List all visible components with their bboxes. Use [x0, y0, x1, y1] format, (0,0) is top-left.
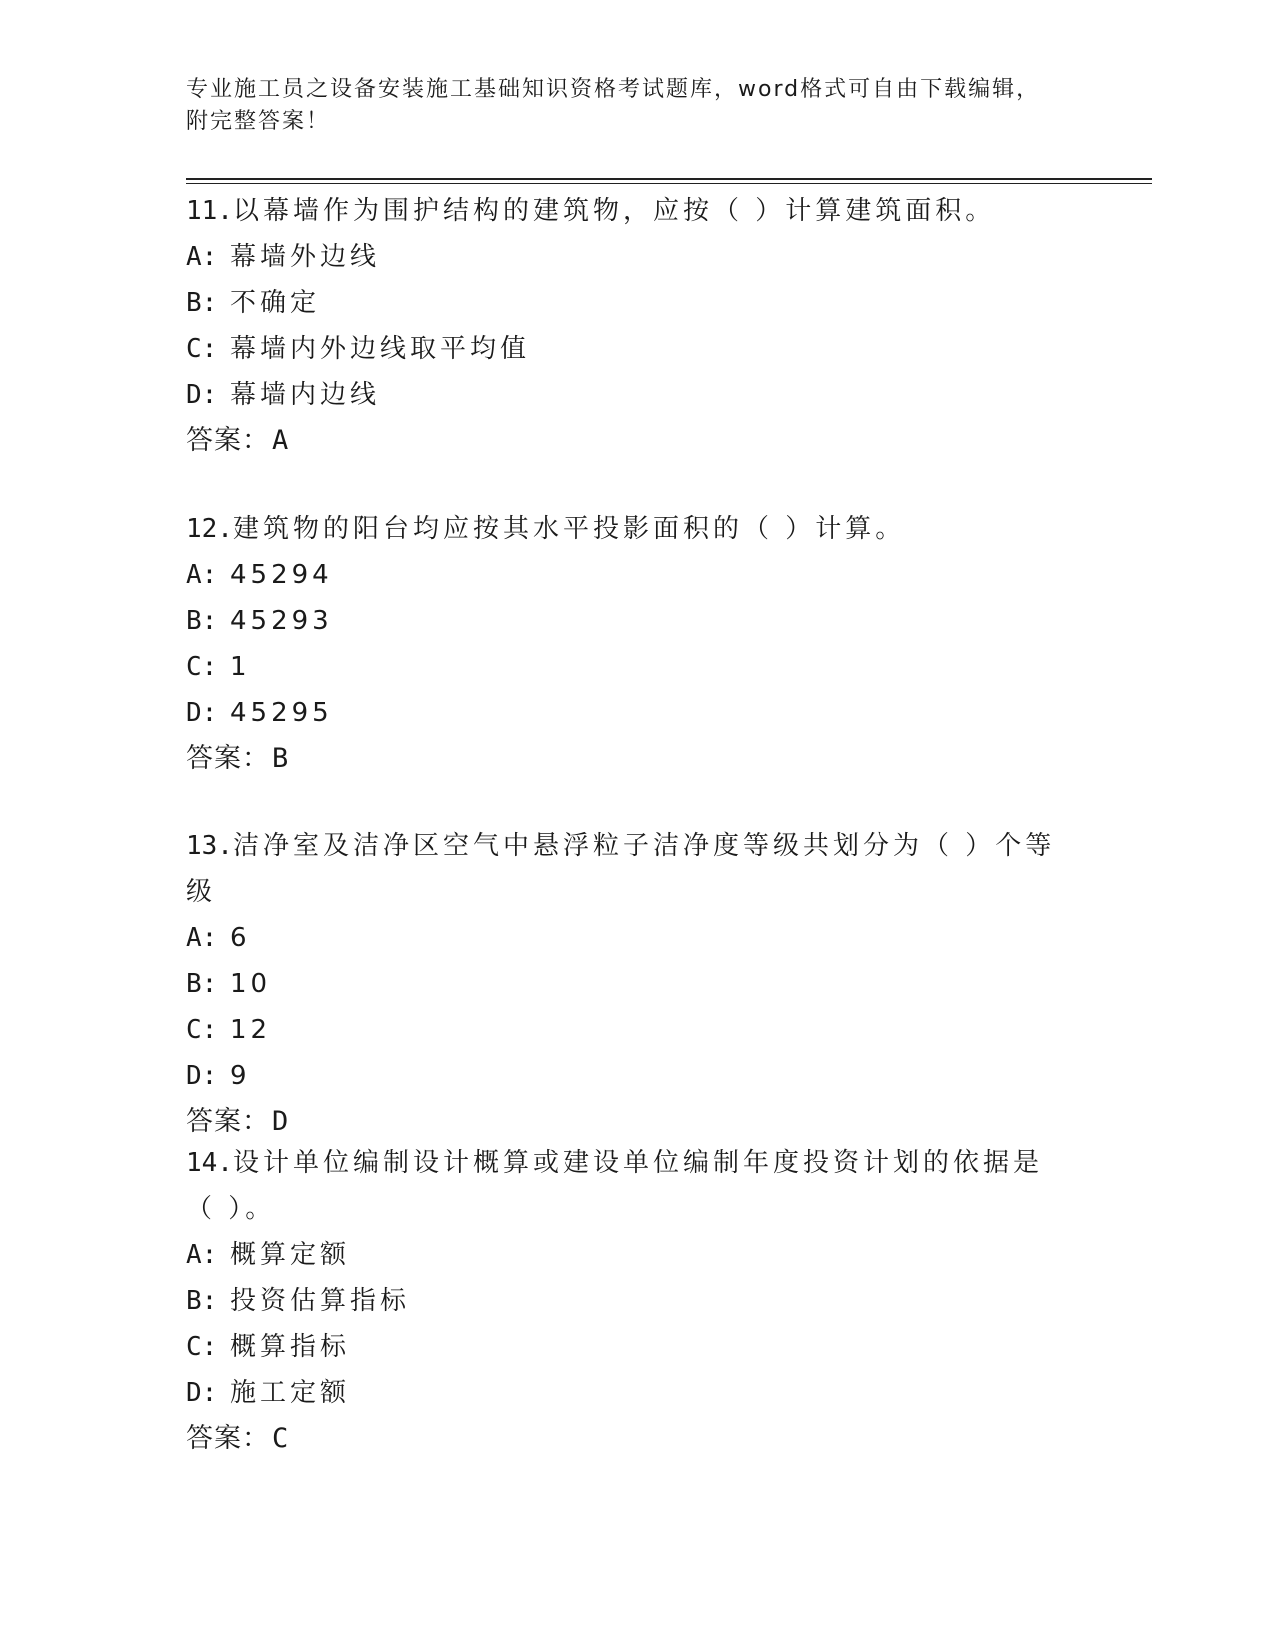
option-letter: D: — [186, 698, 218, 728]
option-letter: B: — [186, 969, 218, 999]
option-text: 概算指标 — [230, 1332, 351, 1362]
question-14 — [186, 1140, 1066, 1462]
question-number: 13. — [186, 831, 233, 861]
question-title — [186, 506, 1066, 552]
question-12 — [186, 506, 1066, 782]
option-d — [186, 1370, 1066, 1416]
option-c — [186, 326, 1066, 372]
answer-value: D — [272, 1106, 290, 1137]
option-text: 6 — [230, 923, 251, 953]
header-divider — [186, 178, 1152, 180]
option-b — [186, 280, 1066, 326]
option-text: 9 — [230, 1061, 251, 1091]
option-letter: A: — [186, 242, 218, 272]
option-text: 概算定额 — [230, 1240, 351, 1270]
option-c — [186, 644, 1066, 690]
option-letter: C: — [186, 1332, 218, 1362]
option-letter: B: — [186, 288, 218, 318]
question-number: 12. — [186, 514, 233, 544]
answer-label: 答案： — [186, 1106, 270, 1137]
answer-label: 答案： — [186, 743, 270, 774]
option-a — [186, 1232, 1066, 1278]
option-text: 12 — [230, 1015, 272, 1045]
option-b — [186, 598, 1066, 644]
answer-line — [186, 418, 1066, 464]
option-letter: B: — [186, 1286, 218, 1316]
option-c — [186, 1324, 1066, 1370]
option-letter: C: — [186, 652, 218, 682]
option-text: 施工定额 — [230, 1378, 351, 1408]
option-letter: D: — [186, 1378, 218, 1408]
document-header — [186, 74, 1086, 138]
answer-label: 答案： — [186, 1423, 270, 1454]
question-title — [186, 1140, 1066, 1232]
option-text: 1 — [230, 652, 251, 682]
option-letter: C: — [186, 334, 218, 364]
question-text: 建筑物的阳台均应按其水平投影面积的（ ）计算。 — [232, 514, 906, 544]
answer-value: A — [272, 425, 290, 456]
option-a — [186, 915, 1066, 961]
option-letter: D: — [186, 1061, 218, 1091]
answer-line — [186, 1099, 1066, 1145]
option-text: 幕墙外边线 — [230, 242, 381, 272]
option-a — [186, 552, 1066, 598]
answer-value: B — [272, 743, 290, 774]
header-divider-thin — [186, 183, 1152, 184]
answer-value: C — [272, 1423, 290, 1454]
option-letter: C: — [186, 1015, 218, 1045]
option-letter: A: — [186, 560, 218, 590]
option-text: 幕墙内边线 — [230, 380, 381, 410]
question-number: 11. — [186, 196, 233, 226]
answer-line — [186, 1416, 1066, 1462]
question-11 — [186, 188, 1066, 464]
header-line-1: 专业施工员之设备安装施工基础知识资格考试题库，word格式可自由下载编辑， — [186, 77, 1041, 102]
header-line-2: 附完整答案！ — [186, 109, 331, 134]
question-text: 设计单位编制设计概算或建设单位编制年度投资计划的依据是（ ）。 — [186, 1148, 1043, 1224]
option-d — [186, 690, 1066, 736]
question-13 — [186, 823, 1066, 1145]
option-b — [186, 1278, 1066, 1324]
option-b — [186, 961, 1066, 1007]
option-text: 45293 — [230, 606, 333, 636]
option-text: 10 — [230, 969, 272, 999]
option-d — [186, 1053, 1066, 1099]
option-text: 45294 — [230, 560, 333, 590]
question-number: 14. — [186, 1148, 233, 1178]
option-letter: A: — [186, 1240, 218, 1270]
option-letter: B: — [186, 606, 218, 636]
option-text: 不确定 — [230, 288, 321, 318]
option-text: 45295 — [230, 698, 333, 728]
option-d — [186, 372, 1066, 418]
option-text: 投资估算指标 — [230, 1286, 411, 1316]
option-a — [186, 234, 1066, 280]
question-title — [186, 823, 1066, 915]
option-c — [186, 1007, 1066, 1053]
option-text: 幕墙内外边线取平均值 — [230, 334, 531, 364]
option-letter: A: — [186, 923, 218, 953]
answer-label: 答案： — [186, 425, 270, 456]
answer-line — [186, 736, 1066, 782]
question-title — [186, 188, 1066, 234]
question-text: 以幕墙作为围护结构的建筑物，应按（ ）计算建筑面积。 — [232, 196, 996, 226]
question-text: 洁净室及洁净区空气中悬浮粒子洁净度等级共划分为（ ）个等级 — [186, 831, 1056, 907]
option-letter: D: — [186, 380, 218, 410]
